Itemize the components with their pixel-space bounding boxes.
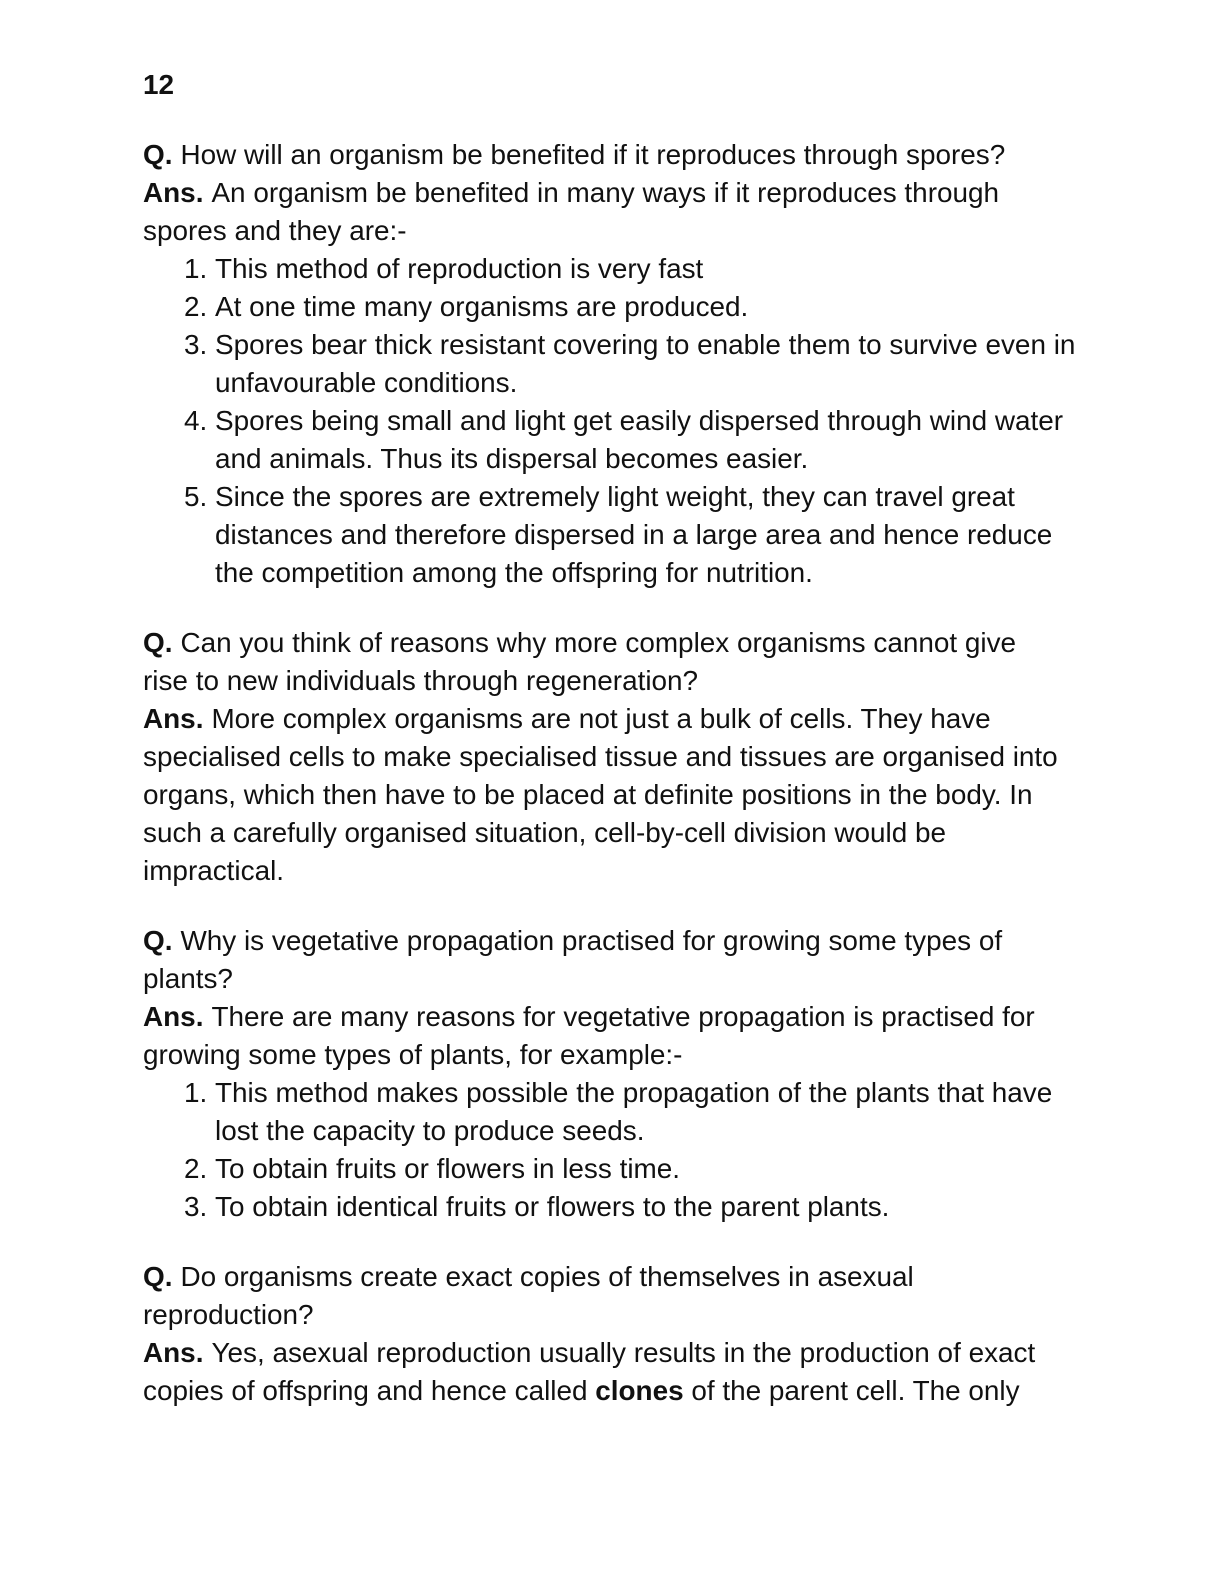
answer-paragraph xyxy=(143,1334,1065,1410)
question-text: Can you think of reasons why more complex organisms cannot give rise to new individuals through regeneration? xyxy=(143,627,1017,696)
answer-paragraph xyxy=(143,174,1065,250)
question-paragraph xyxy=(143,136,1065,174)
answer-text-pre: Yes, asexual reproduction usually results in the production of exact copies of offspring and hence called xyxy=(143,1337,1036,1406)
question-text: Do organisms create exact copies of themselves in asexual reproduction? xyxy=(143,1261,914,1330)
answer-text-post: of the parent cell. The only xyxy=(683,1375,1020,1406)
list-item: 1. This method makes possible the propagation of the plants that have lost the capacity to produce seeds. xyxy=(215,1074,1083,1150)
question-text: Why is vegetative propagation practised for growing some types of plants? xyxy=(143,925,1003,994)
answer-paragraph xyxy=(143,700,1065,890)
question-label: Q. xyxy=(143,925,173,956)
qa-block-vegetative-propagation xyxy=(143,922,1083,1226)
list-item: 3. Spores bear thick resistant covering to enable them to survive even in unfavourable conditions. xyxy=(215,326,1083,402)
answer-label: Ans. xyxy=(143,703,204,734)
question-paragraph xyxy=(143,624,1065,700)
question-label: Q. xyxy=(143,627,173,658)
question-paragraph xyxy=(143,922,1065,998)
page-number: 12 xyxy=(143,69,175,100)
question-paragraph xyxy=(143,1258,1065,1334)
qa-block-spores xyxy=(143,136,1083,592)
answer-paragraph xyxy=(143,998,1065,1074)
answer-list xyxy=(143,250,1083,592)
answer-label: Ans. xyxy=(143,1337,204,1368)
question-label: Q. xyxy=(143,139,173,170)
qa-block-regeneration xyxy=(143,624,1083,890)
list-item: 4. Spores being small and light get easily dispersed through wind water and animals. Thus its dispersal becomes easier. xyxy=(215,402,1083,478)
answer-label: Ans. xyxy=(143,177,204,208)
list-item: 2. To obtain fruits or flowers in less time. xyxy=(215,1150,1083,1188)
answer-text: There are many reasons for vegetative propagation is practised for growing some types of plants, for example:- xyxy=(143,1001,1035,1070)
question-text: How will an organism be benefited if it reproduces through spores? xyxy=(180,139,1006,170)
list-item: 3. To obtain identical fruits or flowers to the parent plants. xyxy=(215,1188,1083,1226)
list-item: 1. This method of reproduction is very fast xyxy=(215,250,1083,288)
qa-block-clones xyxy=(143,1258,1083,1410)
list-item: 5. Since the spores are extremely light weight, they can travel great distances and therefore dispersed in a large area and hence reduce the competition among the offspring for nutrition. xyxy=(215,478,1083,592)
list-item: 2. At one time many organisms are produced. xyxy=(215,288,1083,326)
answer-list xyxy=(143,1074,1083,1226)
question-label: Q. xyxy=(143,1261,173,1292)
answer-label: Ans. xyxy=(143,1001,204,1032)
answer-text: An organism be benefited in many ways if it reproduces through spores and they are:- xyxy=(143,177,1000,246)
answer-text: More complex organisms are not just a bulk of cells. They have specialised cells to make specialised tissue and tissues are organised into organs, which then have to be placed at definite positions in the body. In such a carefully organised situation, cell-by-cell division would be impractical. xyxy=(143,703,1058,886)
answer-bold-term: clones xyxy=(595,1375,684,1406)
